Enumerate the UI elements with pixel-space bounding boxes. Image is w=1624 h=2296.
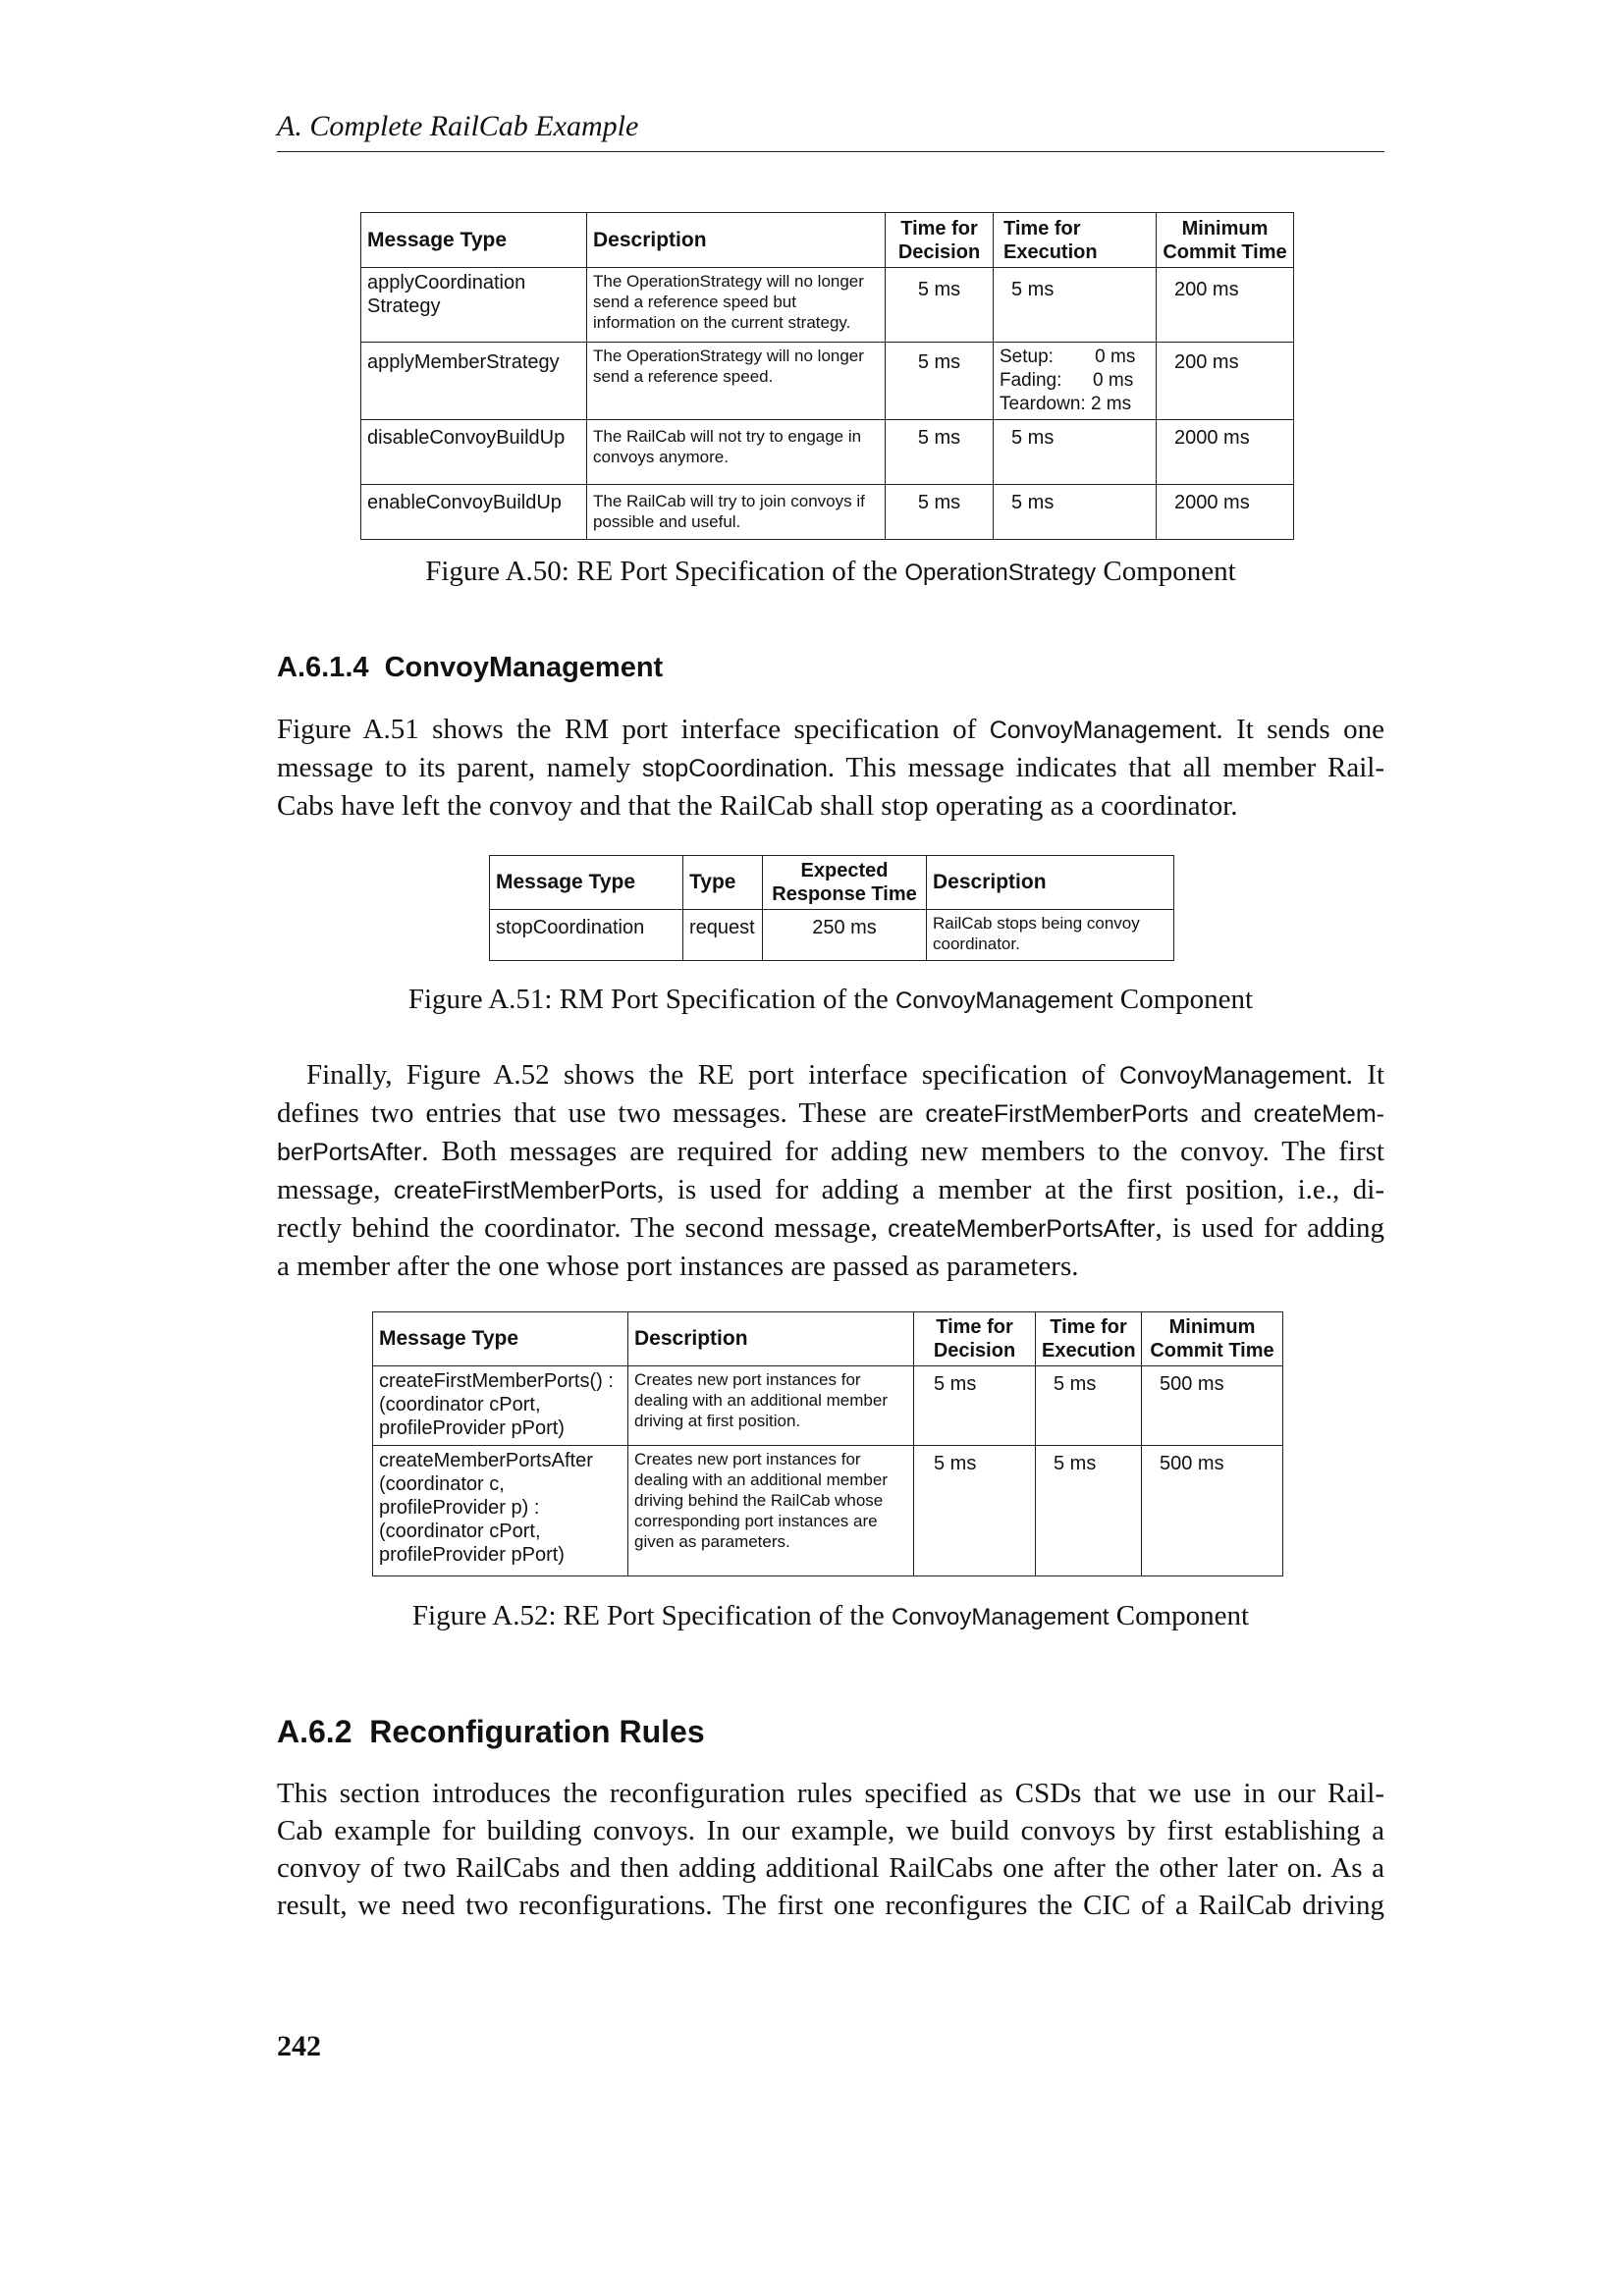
text-run: and	[1188, 1097, 1254, 1129]
message-type-cell: stopCoordination	[490, 910, 683, 961]
running-head: A. Complete RailCab Example	[277, 110, 639, 142]
text-run: . This message indicates that all member Rail-	[827, 752, 1385, 783]
execution-cell: 5 ms	[994, 485, 1157, 540]
page-number: 242	[277, 2030, 321, 2062]
text-run: . It sends one	[1216, 714, 1384, 745]
table-row	[361, 420, 1294, 485]
commit-cell: 2000 ms	[1157, 485, 1294, 540]
description-cell: The RailCab will try to join convoys if possible and useful.	[587, 485, 886, 540]
commit-cell: 500 ms	[1142, 1366, 1283, 1446]
table-a51	[489, 855, 1174, 961]
text-run: , is used for adding	[1155, 1212, 1384, 1244]
description-cell: The RailCab will not try to engage in convoys anymore.	[587, 420, 886, 485]
response-time-cell: 250 ms	[763, 910, 927, 961]
text-line: This section introduces the reconfiguration rules specified as CSDs that we use in our Rail-	[277, 1778, 1384, 1809]
message-name: createMem-	[1253, 1100, 1384, 1128]
decision-cell: 5 ms	[914, 1446, 1036, 1576]
message-type-cell: createMemberPortsAfter (coordinator c, profileProvider p) : (coordinator cPort, profileProvider pPort)	[373, 1446, 628, 1576]
table-a50	[360, 212, 1294, 540]
header-description: Description	[587, 213, 886, 268]
figure-caption-a51	[277, 984, 1384, 1016]
decision-cell: 5 ms	[886, 485, 994, 540]
description-cell: RailCab stops being convoy coordinator.	[927, 910, 1174, 961]
header-description: Description	[628, 1312, 914, 1366]
message-type-cell: applyMemberStrategy	[361, 343, 587, 420]
header-message-type: Message Type	[373, 1312, 628, 1366]
header-time-execution: Time for Execution	[994, 213, 1157, 268]
text-run: Finally, Figure A.52 shows the RE port interface specification of	[306, 1059, 1119, 1091]
execution-cell: 5 ms	[994, 420, 1157, 485]
text-run: Figure A.51 shows the RM port interface specification of	[277, 714, 990, 745]
text-line	[277, 749, 1384, 787]
header-message-type: Message Type	[490, 856, 683, 910]
header-time-decision: Time for Decision	[886, 213, 994, 268]
table-row	[373, 1366, 1283, 1446]
text-run: rectly behind the coordinator. The second message,	[277, 1212, 889, 1244]
header-time-execution: Time for Execution	[1036, 1312, 1142, 1366]
caption-suffix: Component	[1096, 556, 1236, 587]
text-line	[277, 1209, 1384, 1248]
commit-cell: 200 ms	[1157, 343, 1294, 420]
text-run: defines two entries that use two messages. These are	[277, 1097, 926, 1129]
message-type-cell: disableConvoyBuildUp	[361, 420, 587, 485]
text-line: a member after the one whose port instances are passed as parameters.	[277, 1251, 1079, 1282]
execution-cell: 5 ms	[1036, 1446, 1142, 1576]
figure-caption-a50	[277, 556, 1384, 588]
text-run: message to its parent, namely	[277, 752, 642, 783]
message-name: createFirstMemberPorts	[393, 1177, 658, 1204]
caption-suffix: Component	[1109, 1600, 1250, 1631]
component-name: ConvoyManagement	[989, 717, 1217, 744]
table-row	[361, 343, 1294, 420]
text-line	[277, 1171, 1384, 1209]
header-message-type: Message Type	[361, 213, 587, 268]
text-run: , is used for adding a member at the first position, i.e., di-	[657, 1174, 1384, 1205]
header-min-commit: Minimum Commit Time	[1157, 213, 1294, 268]
text-line: convoy of two RailCabs and then adding additional RailCabs one after the other later on. As a	[277, 1852, 1384, 1884]
message-name: createFirstMemberPorts	[925, 1100, 1189, 1128]
execution-cell: 5 ms	[994, 268, 1157, 343]
table-row	[361, 268, 1294, 343]
caption-suffix: Component	[1112, 984, 1254, 1015]
section-heading-a62: A.6.2 Reconfiguration Rules	[277, 1714, 705, 1749]
text-line: Cabs have left the convoy and that the RailCab shall stop operating as a coordinator.	[277, 790, 1238, 822]
text-line	[277, 1056, 1384, 1095]
execution-cell: 5 ms	[1036, 1366, 1142, 1446]
header-expected-response-time: Expected Response Time	[763, 856, 927, 910]
text-run: . Both messages are required for adding new members to the convoy. The first	[421, 1136, 1384, 1167]
execution-cell: Setup: 0 ms Fading: 0 ms Teardown: 2 ms	[994, 343, 1157, 420]
decision-cell: 5 ms	[886, 268, 994, 343]
paragraph-re-port-description	[277, 1056, 1384, 1285]
text-line	[277, 711, 1384, 749]
message-name: stopCoordination	[641, 755, 828, 782]
figure-caption-a52	[277, 1600, 1384, 1632]
table-row	[373, 1446, 1283, 1576]
table-row	[361, 485, 1294, 540]
text-run: . It	[1345, 1059, 1385, 1091]
message-type-cell: enableConvoyBuildUp	[361, 485, 587, 540]
commit-cell: 2000 ms	[1157, 420, 1294, 485]
decision-cell: 5 ms	[886, 420, 994, 485]
header-time-decision: Time for Decision	[914, 1312, 1036, 1366]
table-a52	[372, 1311, 1283, 1576]
text-line	[277, 1133, 1384, 1171]
description-cell: The OperationStrategy will no longer send a reference speed.	[587, 343, 886, 420]
commit-cell: 500 ms	[1142, 1446, 1283, 1576]
header-description: Description	[927, 856, 1174, 910]
description-cell: Creates new port instances for dealing with an additional member driving at first position.	[628, 1366, 914, 1446]
paragraph-reconfiguration-rules	[277, 1775, 1384, 1924]
text-line: result, we need two reconfigurations. The first one reconfigures the CIC of a RailCab driving	[277, 1890, 1384, 1921]
caption-prefix: Figure A.52: RE Port Specification of the	[411, 1600, 893, 1631]
type-cell: request	[683, 910, 763, 961]
caption-component: ConvoyManagement	[892, 1604, 1110, 1630]
section-heading-a614: A.6.1.4 ConvoyManagement	[277, 652, 664, 683]
header-min-commit: Minimum Commit Time	[1142, 1312, 1283, 1366]
caption-component: OperationStrategy	[904, 560, 1097, 586]
description-cell: Creates new port instances for dealing with an additional member driving behind the RailCab whose corresponding port instances are given as parameters.	[628, 1446, 914, 1576]
table-header-row	[490, 856, 1174, 910]
table-header-row	[373, 1312, 1283, 1366]
text-line	[277, 1095, 1384, 1133]
message-name: createMemberPortsAfter	[888, 1215, 1156, 1243]
text-line: Cab example for building convoys. In our example, we build convoys by first establishing a	[277, 1815, 1384, 1846]
decision-cell: 5 ms	[886, 343, 994, 420]
caption-prefix: Figure A.50: RE Port Specification of the	[425, 556, 905, 587]
message-type-cell: createFirstMemberPorts() : (coordinator cPort, profileProvider pPort)	[373, 1366, 628, 1446]
header-type: Type	[683, 856, 763, 910]
paragraph-convoy-management-intro	[277, 711, 1384, 825]
caption-prefix: Figure A.51: RM Port Specification of the	[407, 984, 896, 1015]
commit-cell: 200 ms	[1157, 268, 1294, 343]
message-type-cell: applyCoordination Strategy	[361, 268, 587, 343]
text-run: message,	[277, 1174, 394, 1205]
table-header-row	[361, 213, 1294, 268]
table-row	[490, 910, 1174, 961]
header-rule	[277, 151, 1384, 152]
message-name: berPortsAfter	[277, 1139, 422, 1166]
caption-component: ConvoyManagement	[895, 988, 1113, 1014]
description-cell: The OperationStrategy will no longer send a reference speed but information on the current strategy.	[587, 268, 886, 343]
decision-cell: 5 ms	[914, 1366, 1036, 1446]
component-name: ConvoyManagement	[1118, 1062, 1346, 1090]
